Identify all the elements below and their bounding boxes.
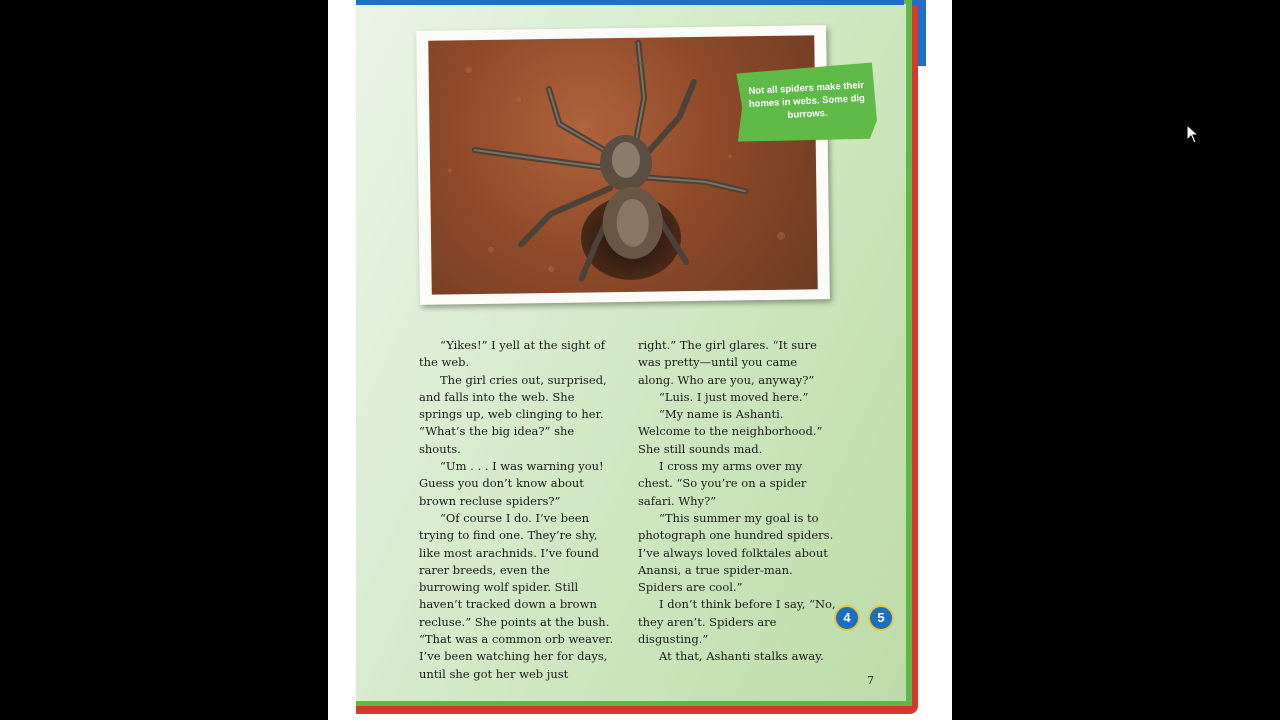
story-paragraph: “Of course I do. I’ve been trying to find one. They’re shy, like most arachnids. I’ve found rarer breeds, even the burrowing wolf spider. Still haven’t tracked down a brown recluse.” She points at the bush. “That was a common orb weaver. I’ve been watching her for days, until she got her web just [419,510,614,681]
story-column-right [638,337,836,666]
story-paragraph: “Um . . . I was warning you! Guess you don’t know about brown recluse spiders?” [419,459,604,508]
story-paragraph: At that, Ashanti stalks away. [659,649,824,664]
story-paragraph: I cross my arms over my chest. “So you’re on a spider safari. Why?” [638,459,807,508]
story-paragraph: “My name is Ashanti. Welcome to the neighborhood.” She still sounds mad. [638,407,823,456]
story-paragraph: “This summer my goal is to photograph one hundred spiders. I’ve always loved folktales about Anansi, a true spider-man. Spiders are cool.” [638,510,834,595]
story-paragraph: The girl cries out, surprised, and falls into the web. She springs up, web clinging to her. “What’s the big idea?” she shouts. [419,372,607,456]
story-paragraph: I don’t think before I say, “No, they aren’t. Spiders are disgusting.” [638,597,836,647]
callout-caption [732,60,880,147]
mouse-cursor-icon [1186,124,1200,144]
page-top-bar [356,0,904,5]
story-paragraph: right.” The girl glares. “It sure was pretty—until you came along. Who are you, anyway?” [638,338,817,387]
page-number: 7 [867,674,874,687]
story-paragraph: “Yikes!” I yell at the sight of the web. [419,338,606,370]
story-column-left [419,337,614,683]
story-paragraph: “Luis. I just moved here.” [659,389,809,404]
callout-text: Not all spiders make their homes in webs. Some dig burrows. [748,79,866,121]
question-badge-4[interactable]: 4 [834,605,860,631]
question-badge-5[interactable]: 5 [868,605,894,631]
